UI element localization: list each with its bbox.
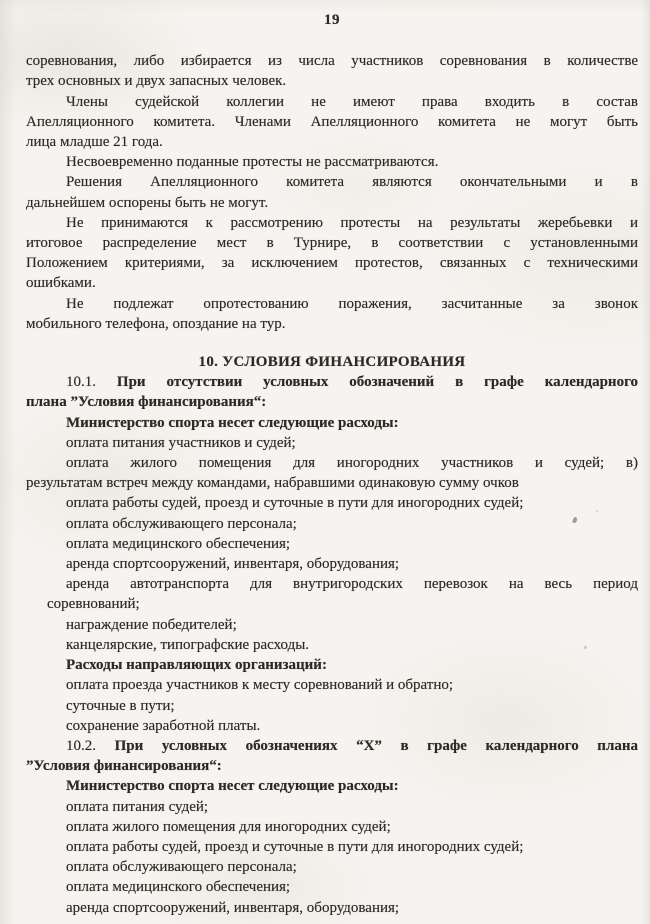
text-line: лица младше 21 года. xyxy=(26,134,163,151)
text-line: Положением критериями, за исключением протестов, связанных с техническими xyxy=(26,255,638,272)
section-heading: 10. УСЛОВИЯ ФИНАНСИРОВАНИЯ xyxy=(198,354,466,371)
text-line: ”Условия финансирования“: xyxy=(26,758,222,775)
text-line: оплата работы судей, проезд и суточные в пути для иногородних судей; xyxy=(66,495,524,512)
text-line: оплата обслуживающего персонала; xyxy=(66,859,297,876)
text-line: итоговое распределение мест в Турнире, в соответствии с установленными xyxy=(26,235,638,252)
text-line: Апелляционного комитета. Членами Апелляционного комитета не могут быть xyxy=(26,113,638,130)
scan-speck xyxy=(584,646,587,649)
clause-text: При условных обозначениях “Х” в графе календарного плана xyxy=(114,737,639,754)
text-line: оплата жилого помещения для иногородних судей; xyxy=(66,818,391,835)
text-line: оплата работы судей, проезд и суточные в пути для иногородних судей; xyxy=(66,838,524,855)
text-line: аренда автотранспорта для внутригородских перевозок на весь период xyxy=(66,576,638,593)
page-number: 19 xyxy=(324,12,340,28)
text-line: Министерство спорта несет следующие расходы: xyxy=(66,414,399,431)
text-line: результатам встреч между командами, набравшими одинаковую сумму очков xyxy=(26,475,519,492)
text-line: аренда спортсооружений, инвентаря, оборудования; xyxy=(66,899,400,916)
text-line: Члены судейской коллегии не имеют права входить в состав xyxy=(66,93,638,110)
text-line: оплата медицинского обеспечения; xyxy=(66,535,291,552)
text-line: канцелярские, типографские расходы. xyxy=(66,636,310,653)
text-line: мобильного телефона, опоздание на тур. xyxy=(26,315,286,332)
text-line: дальнейшем оспорены быть не могут. xyxy=(26,194,269,211)
text-line: оплата медицинского обеспечения; xyxy=(66,879,291,896)
text-line: оплата питания участников и судей; xyxy=(66,434,296,451)
text-line: суточные в пути; xyxy=(66,697,175,714)
text-line: трех основных и двух запасных человек. xyxy=(26,73,287,90)
clause-text: При отсутствии условных обозначений в графе календарного xyxy=(116,374,639,391)
scan-speck xyxy=(596,510,598,512)
text-line: сохранение заработной платы. xyxy=(66,717,261,734)
text-line: Несвоевременно поданные протесты не рассматриваются. xyxy=(66,154,439,171)
text-line: аренда спортсооружений, инвентаря, оборудования; xyxy=(66,556,400,573)
text-line: ошибками. xyxy=(26,275,96,292)
text-line: соревнования, либо избирается из числа участников соревнования в количестве xyxy=(26,53,638,70)
text-line: оплата обслуживающего персонала; xyxy=(66,515,297,532)
text-line: плана ”Условия финансирования“: xyxy=(26,394,267,411)
text-line: Решения Апелляционного комитета являются окончательными и в xyxy=(66,174,638,191)
text-line: соревнований; xyxy=(47,596,140,613)
text-line xyxy=(26,736,638,756)
clause-number: 10.2. xyxy=(66,737,96,754)
text-line: оплата питания судей; xyxy=(66,798,209,815)
text-line: Расходы направляющих организаций: xyxy=(66,657,327,674)
text-line: оплата жилого помещения для иногородних участников и судей; в) xyxy=(66,455,638,472)
text-line: оплата проезда участников к месту соревнований и обратно; xyxy=(66,677,454,694)
text-line: Не подлежат опротестованию поражения, засчитанные за звонок xyxy=(66,295,638,312)
text-line: Министерство спорта несет следующие расходы: xyxy=(66,778,399,795)
text-line xyxy=(26,372,638,392)
text-line: награждение победителей; xyxy=(66,616,237,633)
text-line: Не принимаются к рассмотрению протесты на результаты жеребьевки и xyxy=(66,214,638,231)
clause-number: 10.1. xyxy=(66,374,96,391)
